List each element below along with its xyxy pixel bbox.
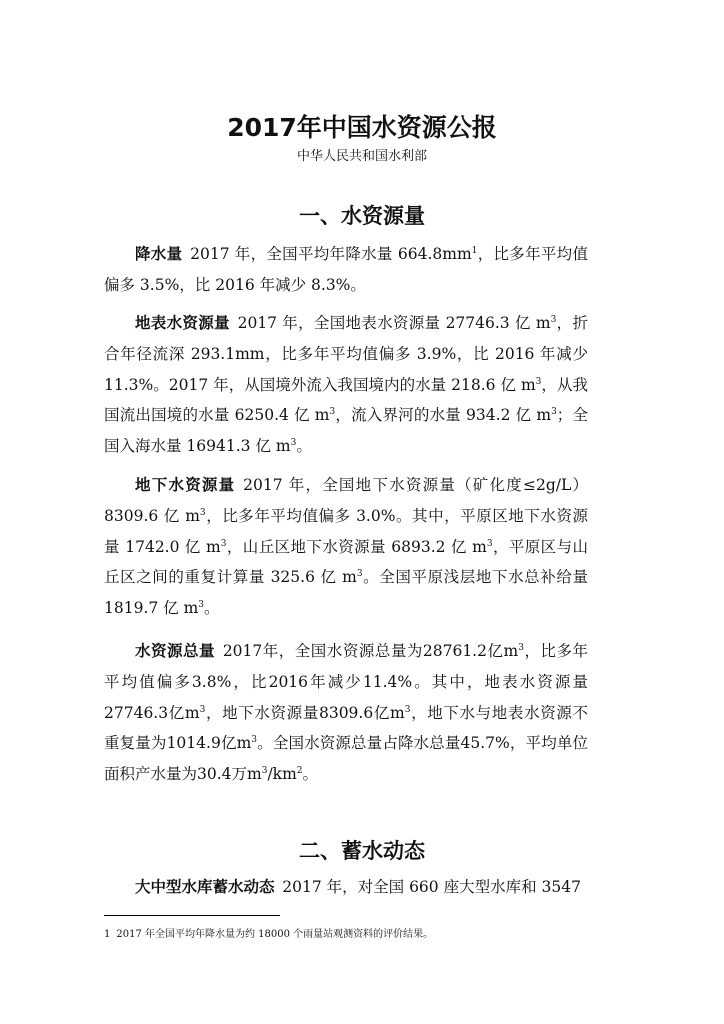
footnote-ref: 1 <box>471 245 478 256</box>
term-surface-water: 地表水资源量 <box>135 314 230 332</box>
footnote <box>104 925 588 940</box>
footnote-text: 2017 年全国平均年降水量为约 18000 个雨量站观测资料的评价结果。 <box>116 929 434 940</box>
paragraph-precipitation: 降水量 2017 年，全国平均年降水量 $664.8mm^1$，比多年平均值偏多 3.5%，比 2016 年减少 8.3%。 <box>104 245 588 294</box>
section-heading-storage: 二、蓄水动态 <box>299 839 425 863</box>
footnote-divider <box>104 915 280 916</box>
term-precipitation: 降水量 <box>135 245 183 263</box>
term-total-water: 水资源总量 <box>135 642 216 660</box>
term-groundwater: 地下水资源量 <box>135 476 236 494</box>
report-publisher: 中华人民共和国水利部 <box>296 149 427 164</box>
term-reservoir-storage: 大中型水库蓄水动态 <box>135 878 275 896</box>
section-heading-water-resources: 一、水资源量 <box>299 204 425 228</box>
paragraph-groundwater: 地下水资源量 2017 年，全国地下水资源量（矿化度≤2g/L）8309.6 亿 $m^3$，比多年平均值偏多 3.0%。其中，平原区地下水资源量 1742.0 亿 $m^3$，山丘区地下水资源量 6893.2 亿 $m^3$，平原区与山丘区之间的重复计算量 325.6 亿 $m^3$。全国平原浅层地下水总补给量 1819.7 亿 $m^3$。 <box>104 476 588 618</box>
paragraph-reservoir-storage: 大中型水库蓄水动态 2017 年，对全国 660 座大型水库和 3547 <box>135 878 581 896</box>
report-title: 2017年中国水资源公报 <box>227 113 497 142</box>
paragraph-surface-water: 地表水资源量 2017 年，全国地表水资源量 27746.3 亿 $m^3$，折合年径流深 293.1mm，比多年平均值偏多 3.9%，比 2016 年减少 11.3%。2017 年，从国境外流入我国境内的水量 218.6 亿 $m^3$，从我国流出国境的水量 6250.4 亿 $m^3$，流入界河的水量 934.2 亿 $m^3$；全国入海水量 16941.3 亿 $m^3$。 <box>104 314 588 456</box>
footnote-mark: 1 <box>104 929 111 940</box>
paragraph-total-water: 水资源总量 2017年，全国水资源总量为28761.2亿$m^3$，比多年平均值偏多3.8%，比2016年减少11.4%。其中，地表水资源量27746.3亿$m^3$，地下水资源量8309.6亿$m^3$，地下水与地表水资源不重复量为1014.9亿$m^3$。全国水资源总量占降水总量45.7%，平均单位面积产水量为30.4万$m^3/km^2$。 <box>104 642 589 784</box>
